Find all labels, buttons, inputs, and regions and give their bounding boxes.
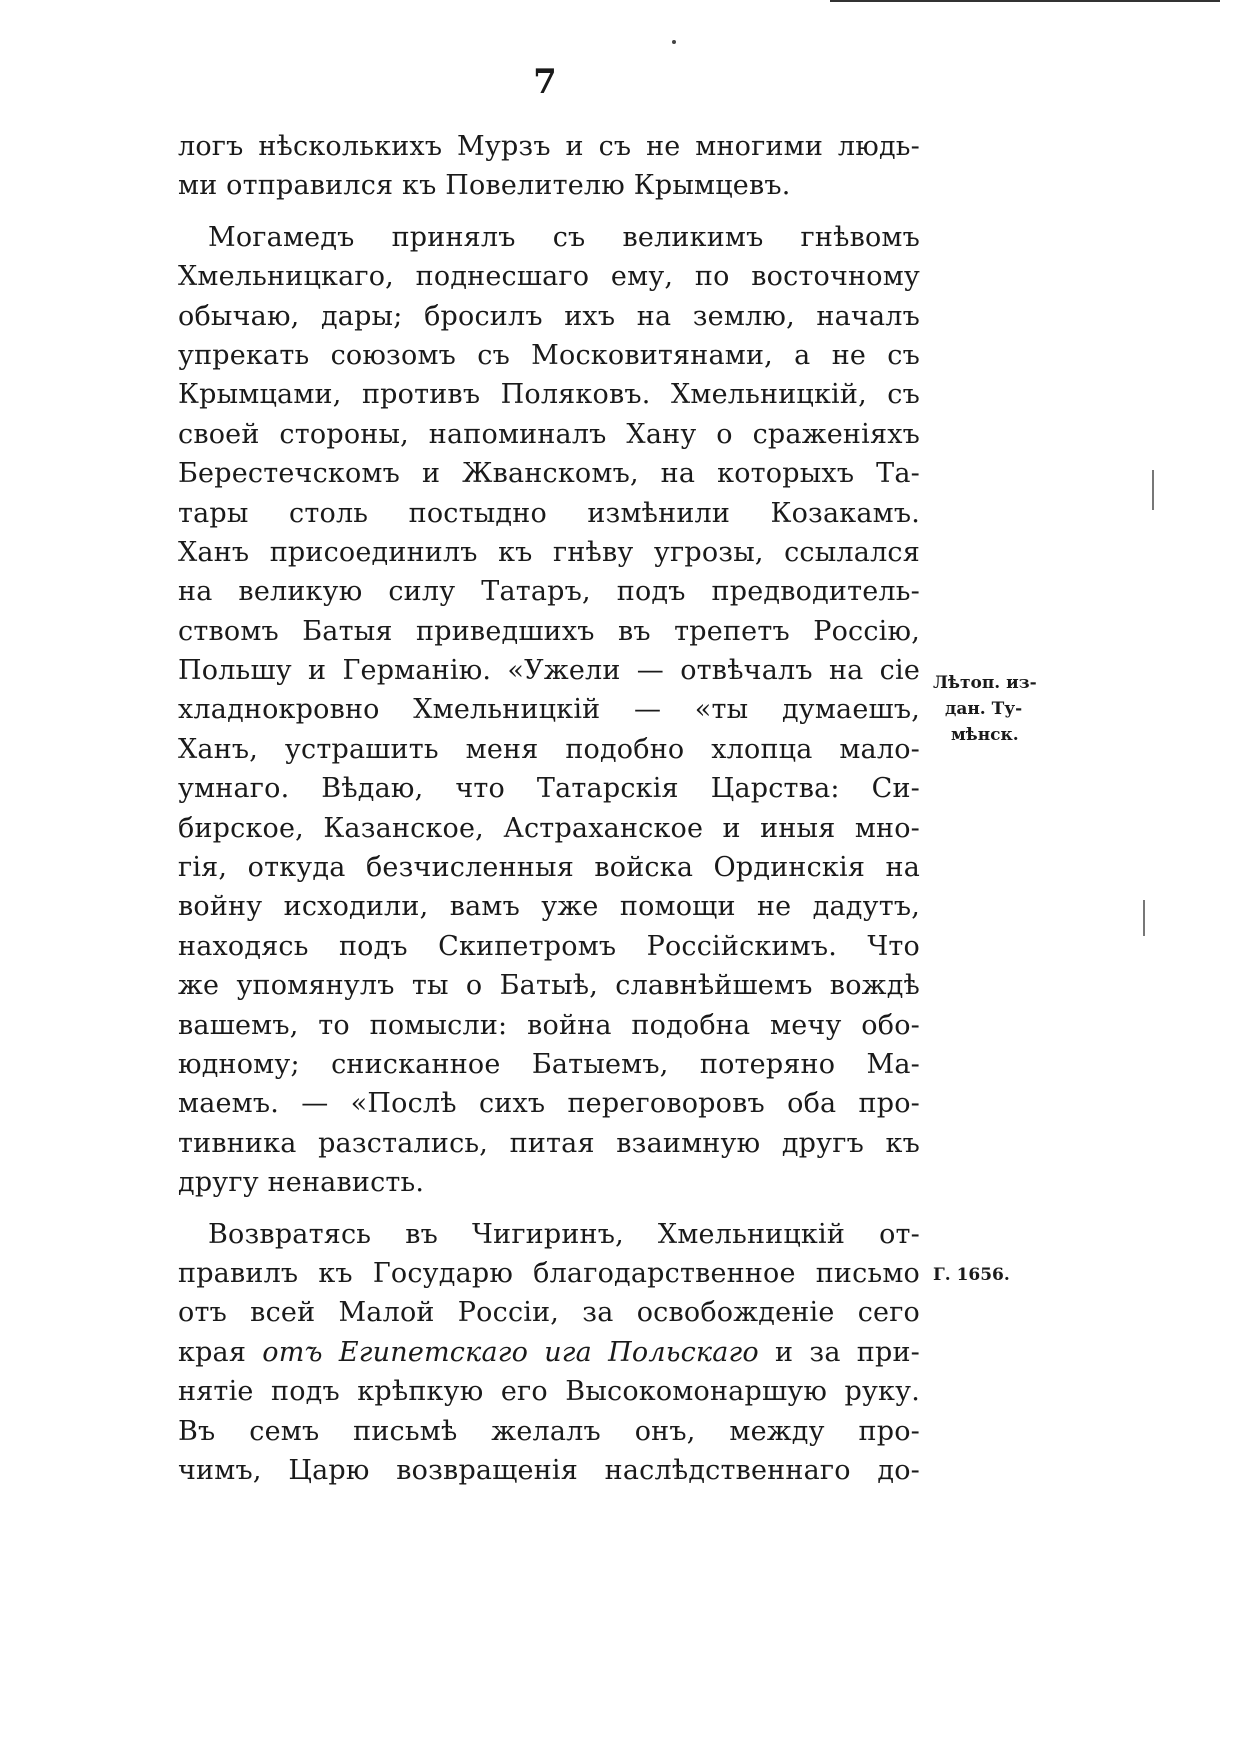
text-line: отъ всей Малой Россіи, за освобожденіе сего (178, 1297, 920, 1329)
paragraph-gap (178, 1203, 920, 1215)
text-line: вашемъ, то помысли: война подобна мечу обо- (178, 1009, 920, 1041)
text-line: находясь подъ Скипетромъ Россійскимъ. Что (178, 930, 920, 962)
margin-note-line: Лѣтоп. из- (933, 673, 1037, 693)
text-line: Ханъ присоединилъ къ гнѣву угрозы, ссылался (178, 536, 920, 568)
ink-speck (672, 40, 676, 44)
margin-note-line: мѣнск. (951, 725, 1019, 745)
text-line: обычаю, дары; бросилъ ихъ на землю, началъ (178, 300, 920, 332)
page-body (178, 127, 920, 1490)
margin-note-chronicle (933, 670, 1058, 748)
text-line: своей стороны, напоминалъ Хану о сраженіяхъ (178, 418, 920, 450)
text-line: Ханъ, устрашить меня подобно хлопца мало- (178, 733, 920, 765)
text-line: Въ семъ письмѣ желалъ онъ, между про- (178, 1415, 920, 1447)
text-line: юдному; снисканное Батыемъ, потеряно Ма- (178, 1048, 920, 1080)
text-line: гія, откуда безчисленныя войска Ординскія на (178, 852, 920, 884)
text-line: тары столь постыдно измѣнили Козакамъ. (178, 497, 920, 529)
text-line: же упомянулъ ты о Батыѣ, славнѣйшемъ вождѣ (178, 970, 920, 1002)
text-run-italic: отъ Египетскаго ига Польскаго (262, 1336, 759, 1368)
margin-note-line: дан. Ту- (945, 699, 1023, 719)
text-line: Крымцами, противъ Поляковъ. Хмельницкій, съ (178, 379, 920, 411)
paragraph-gap (178, 206, 920, 218)
text-run-after: и за при- (758, 1336, 920, 1368)
text-line: бирское, Казанское, Астраханское и иныя мно- (178, 812, 920, 844)
scan-mark (1152, 470, 1154, 510)
margin-note-year: Г. 1656. (933, 1265, 1010, 1285)
text-line-mixed (178, 1333, 920, 1372)
text-line: хладнокровно Хмельницкій — «ты думаешъ, (178, 694, 920, 726)
text-line: Хмельницкаго, поднесшаго ему, по восточному (178, 261, 920, 293)
text-line: войну исходили, вамъ уже помощи не дадутъ, (178, 891, 920, 923)
text-line: правилъ къ Государю благодарственное письмо (178, 1257, 920, 1289)
top-rule (830, 0, 1220, 2)
text-line: логъ нѣсколькихъ Мурзъ и съ не многими людь- (178, 131, 920, 162)
text-run-before: края (178, 1336, 263, 1368)
text-line: маемъ. — «Послѣ сихъ переговоровъ оба про- (178, 1088, 920, 1120)
scan-mark (1143, 900, 1145, 936)
text-line: тивника разстались, питая взаимную другъ къ (178, 1127, 920, 1159)
text-line: нятіе подъ крѣпкую его Высокомонаршую руку. (178, 1376, 920, 1408)
text-line: Берестечскомъ и Жванскомъ, на которыхъ Та- (178, 458, 920, 490)
text-line: Возвратясь въ Чигиринъ, Хмельницкій от- (208, 1218, 920, 1250)
text-line: упрекать союзомъ съ Московитянами, а не съ (178, 339, 920, 371)
text-line: ми отправился къ Повелителю Крымцевъ. (178, 170, 791, 202)
text-line: умнаго. Вѣдаю, что Татарскія Царства: Си- (178, 773, 920, 805)
text-line: ствомъ Батыя приведшихъ въ трепетъ Россію, (178, 615, 920, 647)
text-line: Могамедъ принялъ съ великимъ гнѣвомъ (208, 221, 920, 253)
page-number: 7 (533, 62, 557, 102)
text-line: на великую силу Татаръ, подъ предводитель- (178, 576, 920, 608)
text-line: другу ненависть. (178, 1167, 425, 1199)
text-line: чимъ, Царю возвращенія наслѣдственнаго до- (178, 1454, 920, 1486)
text-line: Польшу и Германію. «Ужели — отвѣчалъ на сіе (178, 655, 920, 687)
